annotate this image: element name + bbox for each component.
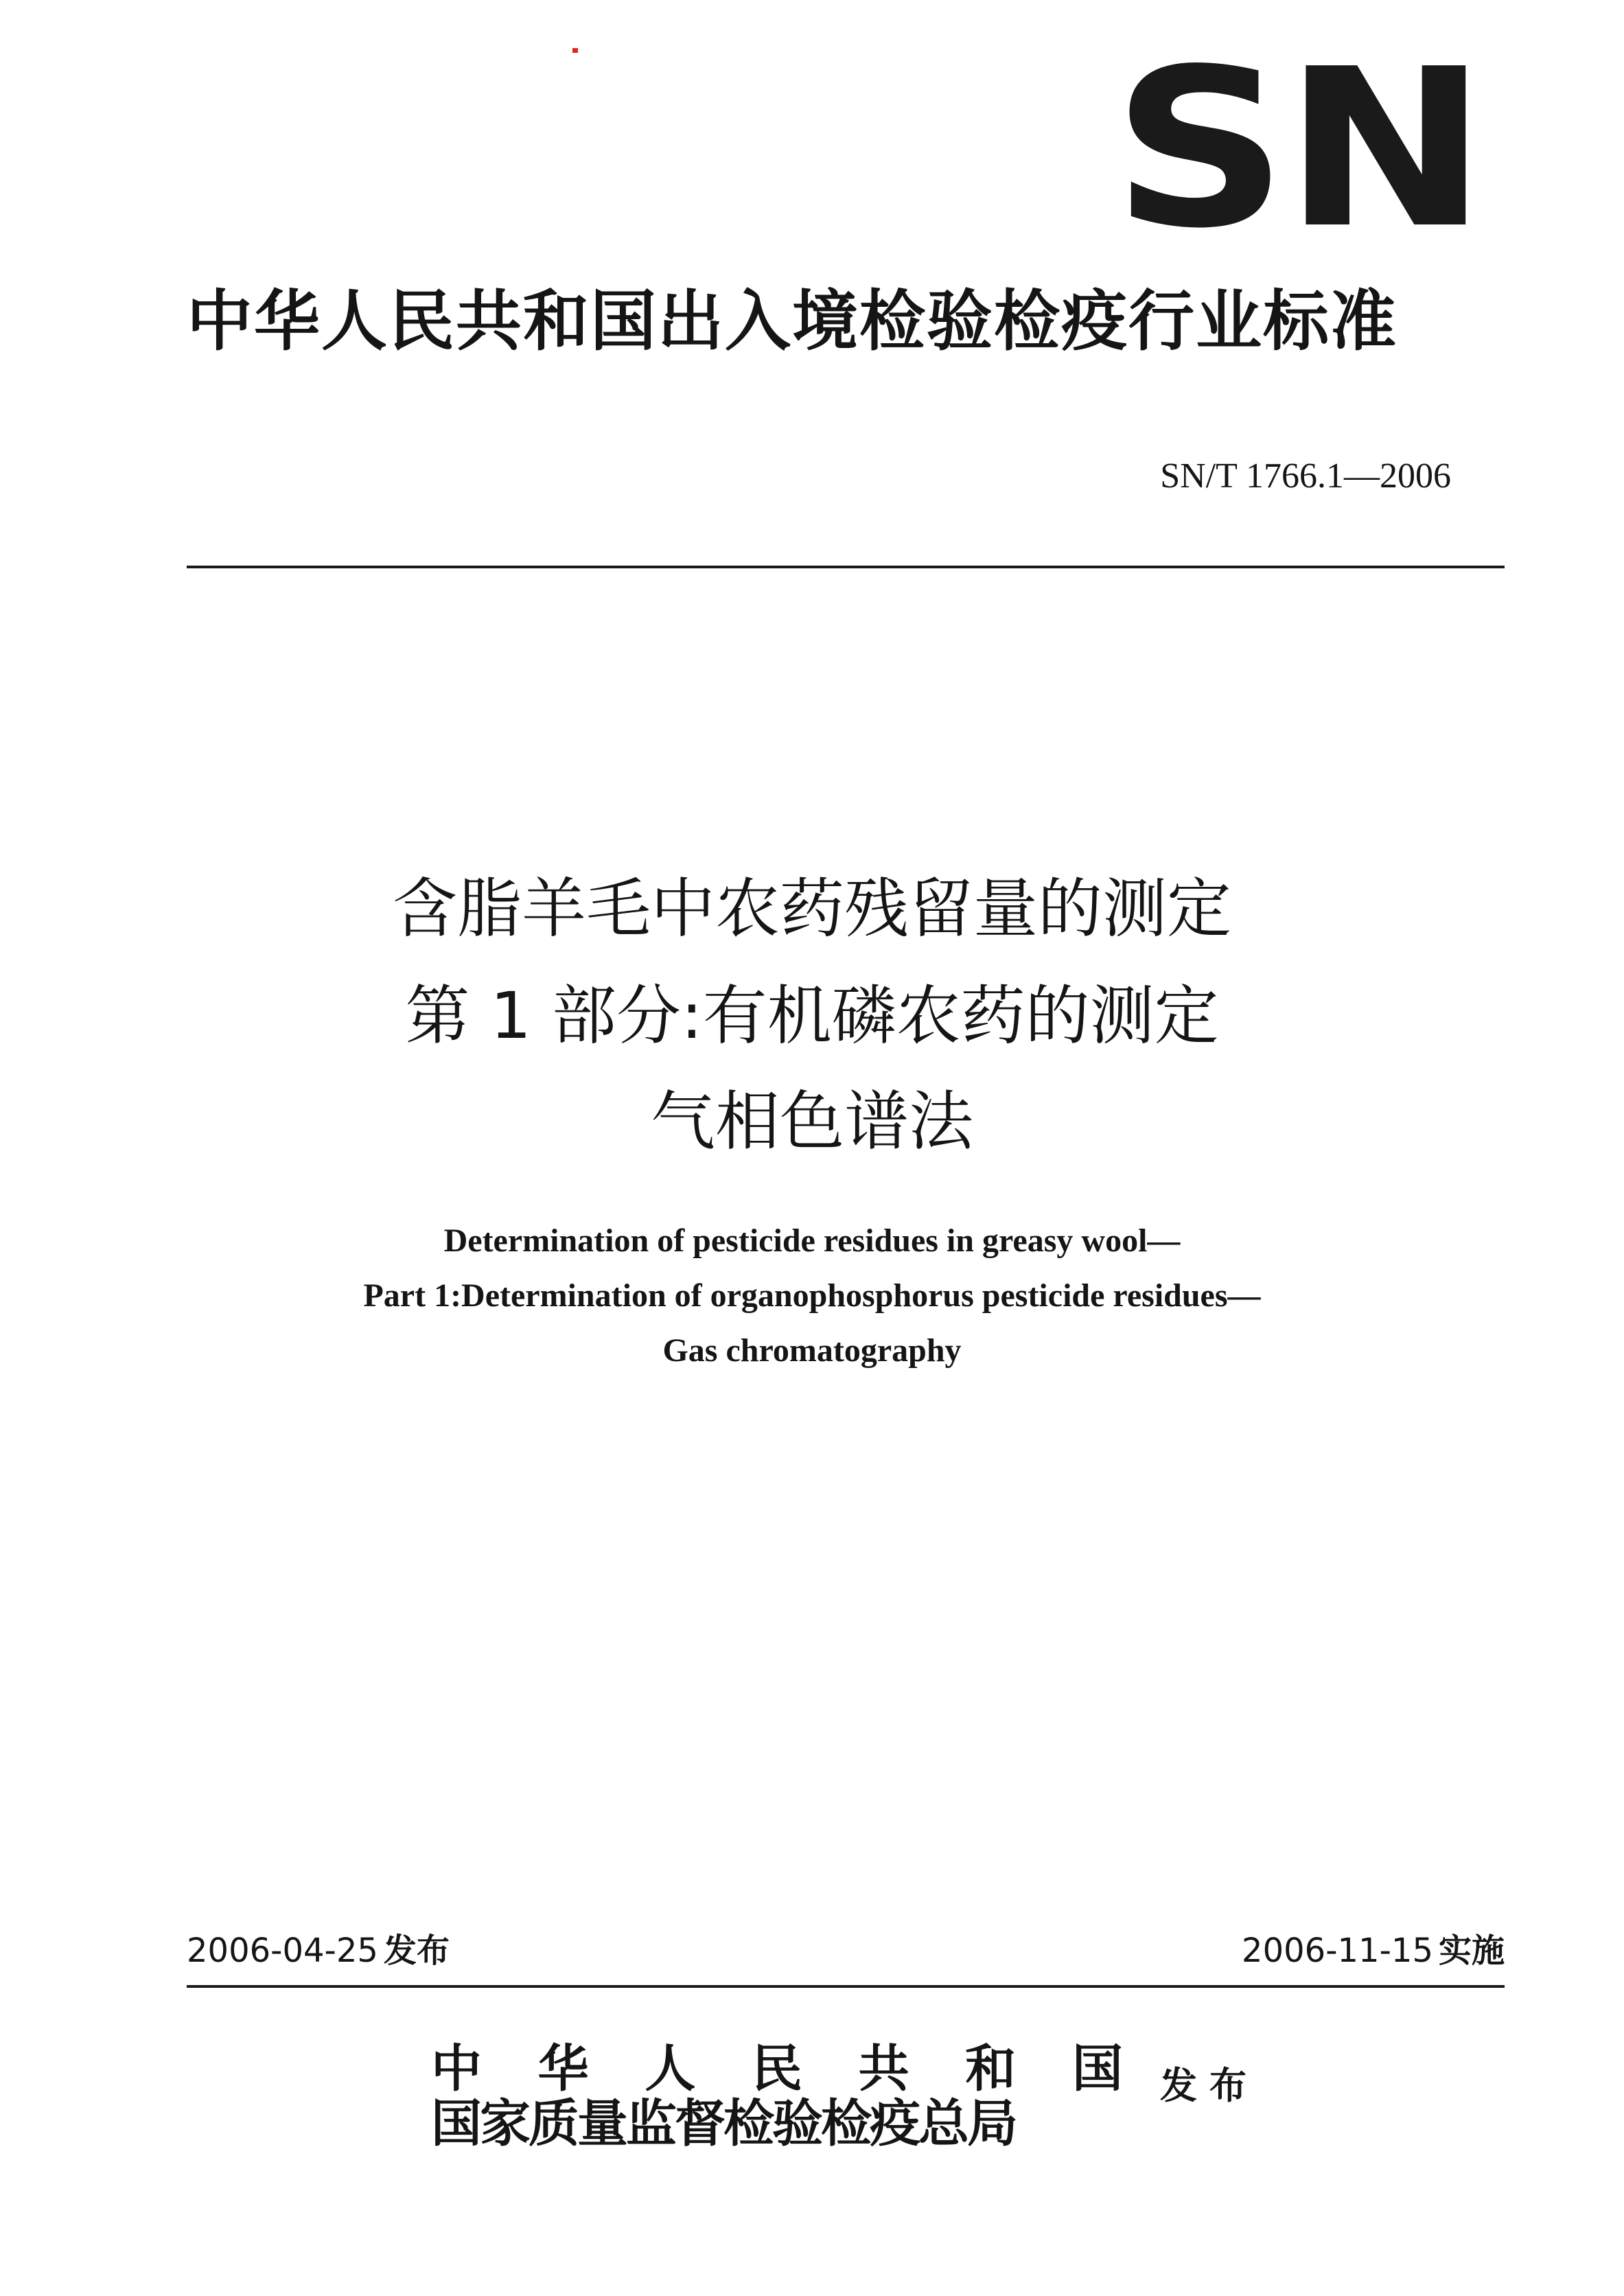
chinese-title-line-3: 气相色谱法 xyxy=(650,1085,973,1159)
issuer-country-line xyxy=(431,2040,1123,2098)
implement-date: 2006-11-15 xyxy=(1242,1932,1433,1970)
issuer-char: 中 xyxy=(431,2039,482,2098)
standard-number: SN/T 1766.1—2006 xyxy=(1160,456,1451,496)
english-title-line-3: Gas chromatography xyxy=(662,1332,962,1369)
issuer-char: 人 xyxy=(645,2039,696,2098)
english-title-line-1: Determination of pesticide residues in greasy wool— xyxy=(443,1222,1181,1259)
issuer-char: 和 xyxy=(965,2039,1017,2098)
release-label: 发布 xyxy=(383,1932,450,1970)
english-title-line-2: Part 1:Determination of organophosphorus pesticide residues— xyxy=(363,1277,1261,1314)
red-mark xyxy=(572,48,578,53)
bottom-divider xyxy=(187,1985,1505,1988)
industry-standard-title: 中华人民共和国出入境检验检疫行业标准 xyxy=(187,283,1397,360)
issuer-char: 共 xyxy=(858,2039,909,2098)
chinese-title-line-1: 含脂羊毛中农药残留量的测定 xyxy=(392,872,1231,947)
release-date-block xyxy=(187,1929,450,1973)
issuer-agency-line: 国家质量监督检验检疫总局 xyxy=(431,2094,1016,2153)
issuer-char: 民 xyxy=(751,2039,802,2098)
sn-logo: SN xyxy=(1112,22,1484,276)
implement-date-block xyxy=(1242,1929,1505,1973)
issuer-char: 华 xyxy=(537,2039,589,2098)
chinese-title-line-2: 第 1 部分:有机磷农药的测定 xyxy=(405,979,1219,1054)
issue-label: 发布 xyxy=(1160,2063,1259,2107)
implement-label: 实施 xyxy=(1438,1932,1505,1970)
top-divider xyxy=(187,566,1505,568)
issuer-char: 国 xyxy=(1071,2039,1123,2098)
release-date: 2006-04-25 xyxy=(187,1932,378,1970)
